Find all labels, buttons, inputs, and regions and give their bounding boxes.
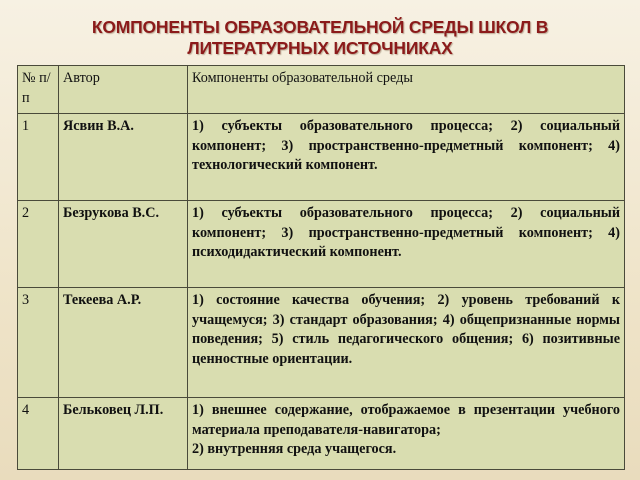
row-num: 4: [18, 398, 59, 470]
row-components: 1) субъекты образовательного процесса; 2) социальный компонент; 3) пространственно-предметный компонент; 4) технологический компонент.: [188, 114, 625, 201]
row-num: 2: [18, 201, 59, 288]
row-num: 3: [18, 288, 59, 398]
slide-title-line-2: ЛИТЕРАТУРНЫХ ИСТОЧНИКАХ: [187, 38, 453, 58]
table-row: [18, 288, 625, 398]
row-num: 1: [18, 114, 59, 201]
header-components: Компоненты образовательной среды: [188, 66, 625, 114]
row-author: Безрукова В.С.: [59, 201, 188, 288]
sources-table: [17, 65, 625, 470]
row-components: 1) состояние качества обучения; 2) уровень требований к учащемуся; 3) стандарт образования; 4) общепризнанные нормы поведения; 5) стиль педагогического общения; 6) позитивные ценностные ориентации.: [188, 288, 625, 398]
header-num: № п/п: [18, 66, 59, 114]
row-author: Текеева А.Р.: [59, 288, 188, 398]
row-components-line-1: 1) внешнее содержание, отображаемое в презентации учебного материала преподавателя-навигатора;: [192, 402, 620, 438]
row-author: Ясвин В.А.: [59, 114, 188, 201]
header-author: Автор: [59, 66, 188, 114]
table-row: [18, 201, 625, 288]
row-author: Бельковец Л.П.: [59, 398, 188, 470]
table-header-row: [18, 66, 625, 114]
slide-title-line-1: КОМПОНЕНТЫ ОБРАЗОВАТЕЛЬНОЙ СРЕДЫ ШКОЛ В: [91, 17, 549, 37]
row-components: [188, 398, 625, 470]
row-components: 1) субъекты образовательного процесса; 2) социальный компонент; 3) пространственно-предметный компонент; 4) психодидактический компонент.: [188, 201, 625, 288]
row-components-line-2: 2) внутренняя среда учащегося.: [192, 441, 397, 457]
table-row: [18, 114, 625, 201]
slide-title: [0, 17, 640, 59]
table-row: [18, 398, 625, 470]
